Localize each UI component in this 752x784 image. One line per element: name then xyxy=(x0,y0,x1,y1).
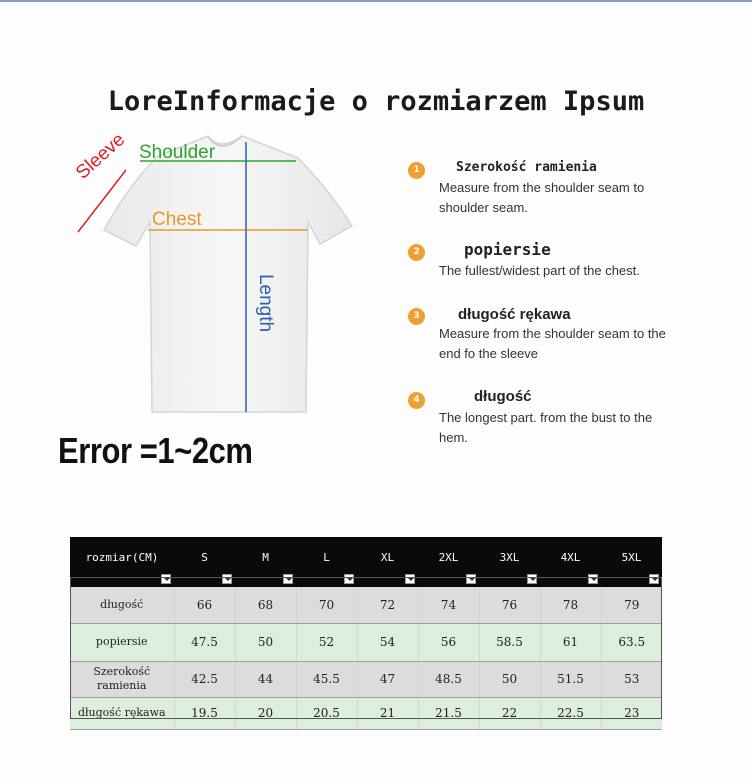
error-note: Error =1~2cm xyxy=(58,430,253,471)
filter-dropdown-icon[interactable] xyxy=(344,574,354,584)
measurement-title: długość xyxy=(474,388,532,405)
column-header: L xyxy=(296,537,357,587)
tshirt-shape xyxy=(104,136,352,412)
column-header: S xyxy=(174,537,235,587)
table-row xyxy=(70,661,662,697)
table-cell: 22 xyxy=(479,697,540,729)
table-cell: 45.5 xyxy=(296,661,357,697)
column-header: 5XL xyxy=(601,537,662,587)
filter-dropdown-icon[interactable] xyxy=(588,574,598,584)
table-cell: 52 xyxy=(296,623,357,661)
row-header: popiersie xyxy=(70,623,174,661)
table-cell: 63.5 xyxy=(601,623,662,661)
table-cell: 54 xyxy=(357,623,418,661)
number-badge: 1 xyxy=(408,162,425,179)
measurement-description: The longest part. from the bust to the hem. xyxy=(439,410,653,445)
number-badge: 2 xyxy=(408,244,425,261)
column-header: 3XL xyxy=(479,537,540,587)
measurement-description: The fullest/widest part of the chest. xyxy=(439,263,640,278)
table-cell: 68 xyxy=(235,587,296,623)
filter-dropdown-icon[interactable] xyxy=(466,574,476,584)
column-header: 2XL xyxy=(418,537,479,587)
table-cell: 44 xyxy=(235,661,296,697)
table-cell: 79 xyxy=(601,587,662,623)
table-cell: 53 xyxy=(601,661,662,697)
filter-dropdown-icon[interactable] xyxy=(222,574,232,584)
table-cell: 48.5 xyxy=(418,661,479,697)
shoulder-label: Shoulder xyxy=(139,142,216,163)
table-row xyxy=(70,623,662,661)
filter-dropdown-icon[interactable] xyxy=(527,574,537,584)
table-cell: 66 xyxy=(174,587,235,623)
measurement-description: Measure from the shoulder seam to shoulder seam. xyxy=(439,180,645,215)
column-header: 4XL xyxy=(540,537,601,587)
table-cell: 47.5 xyxy=(174,623,235,661)
filter-dropdown-icon[interactable] xyxy=(649,574,659,584)
filter-dropdown-icon[interactable] xyxy=(161,574,171,584)
length-label: Length xyxy=(255,273,277,333)
table-cell: 78 xyxy=(540,587,601,623)
table-cell: 22.5 xyxy=(540,697,601,729)
table-cell: 20 xyxy=(235,697,296,729)
table-cell: 42.5 xyxy=(174,661,235,697)
table-header-row xyxy=(70,537,662,587)
table-cell: 51.5 xyxy=(540,661,601,697)
table-cell: 47 xyxy=(357,661,418,697)
row-header: długość xyxy=(70,587,174,623)
top-border xyxy=(0,0,752,2)
table-cell: 50 xyxy=(479,661,540,697)
table-cell: 58.5 xyxy=(479,623,540,661)
measurement-title: popiersie xyxy=(464,240,551,259)
table-cell: 76 xyxy=(479,587,540,623)
measurement-title: Szerokość ramienia xyxy=(456,160,597,175)
number-badge: 3 xyxy=(408,308,425,325)
table-cell: 20.5 xyxy=(296,697,357,729)
table-cell: 23 xyxy=(601,697,662,729)
row-header: Szerokość ramienia xyxy=(70,661,174,697)
row-header: długość rękawa xyxy=(70,697,174,729)
column-header: XL xyxy=(357,537,418,587)
size-table xyxy=(70,537,662,730)
tshirt-diagram xyxy=(70,130,370,420)
table-cell: 56 xyxy=(418,623,479,661)
table-cell: 61 xyxy=(540,623,601,661)
table-cell: 19.5 xyxy=(174,697,235,729)
table-cell: 70 xyxy=(296,587,357,623)
number-badge: 4 xyxy=(408,392,425,409)
measurement-title: długość rękawa xyxy=(458,306,571,323)
chest-label: Chest xyxy=(152,209,202,230)
table-cell: 72 xyxy=(357,587,418,623)
filter-dropdown-icon[interactable] xyxy=(405,574,415,584)
filter-dropdown-icon[interactable] xyxy=(283,574,293,584)
sleeve-label: Sleeve xyxy=(72,129,130,184)
page-title: LoreInformacje o rozmiarzem Ipsum xyxy=(107,86,645,117)
table-row xyxy=(70,697,662,729)
column-header: M xyxy=(235,537,296,587)
table-row xyxy=(70,587,662,623)
table-cell: 74 xyxy=(418,587,479,623)
measurement-description: Measure from the shoulder seam to the end fo the sleeve xyxy=(439,326,666,361)
column-header: rozmiar(CM) xyxy=(70,537,174,587)
table-cell: 21 xyxy=(357,697,418,729)
table-cell: 50 xyxy=(235,623,296,661)
table-cell: 21.5 xyxy=(418,697,479,729)
